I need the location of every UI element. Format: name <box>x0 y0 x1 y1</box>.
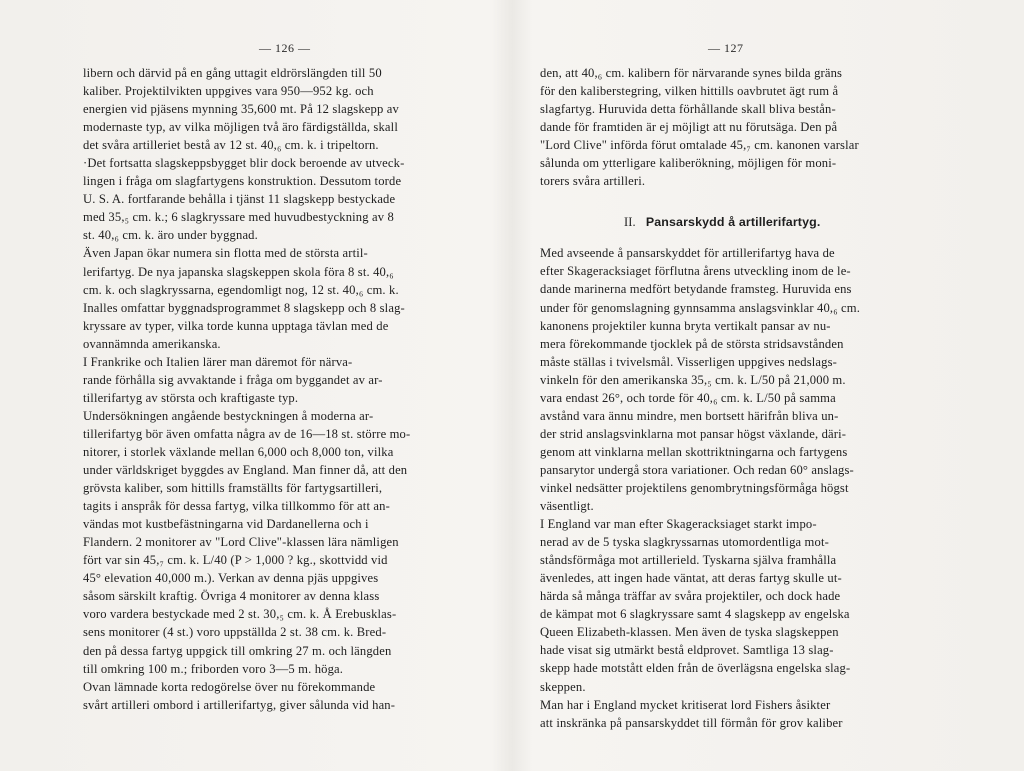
left-text-line: Även Japan ökar numera sin flotta med de största artil- <box>83 246 368 261</box>
left-text-line: sens monitorer (4 st.) voro uppställda 2 st. 38 cm. k. Bred- <box>83 625 387 640</box>
section-heading <box>540 213 946 231</box>
right-text-line: avstånd vara ännu mindre, men bortsett härifrån bliva un- <box>540 408 839 423</box>
right-text-line: kanonens projektiler kunna bryta vertikalt pansar av nu- <box>540 318 831 333</box>
right-text-line: dande marinerna medfört betydande framsteg. Huruvida ens <box>540 282 852 297</box>
left-text-line: tillerifartyg av största och kraftigaste typ. <box>83 390 299 405</box>
left-text-line: nitorer, i storlek växlande mellan 6,000 och 8,000 ton, vilka <box>83 444 394 459</box>
right-text-line: slagfartyg. Huruvida detta förhållande skall bliva bestån- <box>540 102 836 117</box>
right-text-line: de kämpat mot 6 slagkryssare samt 4 slagskepp av engelska <box>540 607 850 622</box>
right-text-before-heading <box>540 64 946 190</box>
left-text-line: det svåra artilleriet bestå av 12 st. 40,₆ cm. k. i tripeltorn. <box>83 138 379 153</box>
left-text-line: Ovan lämnade korta redogörelse över nu förekommande <box>83 679 376 694</box>
right-text-line: I England var man efter Skageracksiaget starkt impo- <box>540 517 817 532</box>
left-text-line: kryssare av typer, vilka torde kunna upptaga tävlan med de <box>83 318 389 333</box>
right-text-line: Med avseende å pansarskyddet för artillerifartyg hava de <box>540 246 835 261</box>
right-text-line: ståndsförmåga mot artillerield. Tyskarna själva framhålla <box>540 553 837 568</box>
right-text-column <box>540 64 946 732</box>
right-text-line: väsentligt. <box>540 499 594 514</box>
right-text-line: Man har i England mycket kritiserat lord Fishers åsikter <box>540 697 831 712</box>
page-number-left: — 126 — <box>259 41 311 55</box>
left-text-line: tagits i anspråk för dessa fartyg, vilka tillkommo för att an- <box>83 499 390 514</box>
right-text-line: skepp hade motstått elden från de överlägsna engelska slag- <box>540 661 851 676</box>
left-text-line: U. S. A. fortfarande behålla i tjänst 11 slagskepp bestyckade <box>83 192 396 207</box>
right-text-line: der strid anslagsvinklarna mot pansar högst växlande, däri- <box>540 426 847 441</box>
right-text-line: genom att vinklarna mellan skottriktningarna och fartygens <box>540 444 848 459</box>
right-text-line: sålunda om ytterligare kaliberökning, möjligen för moni- <box>540 156 837 171</box>
left-text-line: voro vardera bestyckade med 2 st. 30,₅ cm. k. Å Erebusklas- <box>83 607 397 622</box>
right-text-line: vara endast 26°, och torde för 40,₆ cm. k. L/50 på samma <box>540 390 836 405</box>
left-text-line: vändas mot kustbefästningarna vid Dardanellerna och i <box>83 517 369 532</box>
right-text-line: härda så många träffar av svåra projektiler, och dock hade <box>540 589 841 604</box>
left-text-line: energien vid pjäsens mynning 35,600 mt. På 12 slagskepp av <box>83 102 399 117</box>
right-text-line: måste ställas i tvivelsmål. Visserligen uppgives nedslags- <box>540 354 837 369</box>
left-text-column <box>83 64 493 714</box>
right-text-line: mera förekommande tjocklek på de största stridsavstånden <box>540 336 844 351</box>
page-number-right: — 127 <box>708 41 744 55</box>
right-text-line: ävenledes, att ingen hade väntat, att deras fartyg skulle ut- <box>540 571 842 586</box>
left-text-line: fört var sin 45,₇ cm. k. L/40 (P > 1,000 ? kg., skottvidd vid <box>83 553 388 568</box>
left-text-line: ovannämnda amerikanska. <box>83 336 221 351</box>
right-text-line: den, att 40,₆ cm. kalibern för närvarande synes bilda gräns <box>540 66 843 80</box>
section-heading-number: II. <box>624 215 636 230</box>
left-text-line: under världskriget byggdes av England. Man finner då, att den <box>83 463 408 478</box>
right-text-line: "Lord Clive" införda förut omtalade 45,₇ cm. kanonen varslar <box>540 138 859 153</box>
left-text-line: grövsta kaliber, som hittills framställts för fartygsartilleri, <box>83 481 383 496</box>
left-text-line: den på dessa fartyg uppgick till omkring 27 m. och längden <box>83 643 392 658</box>
right-text-line: nerad av de 5 tyska slagkryssarnas utomordentliga mot- <box>540 535 829 550</box>
right-text-line: att inskränka på pansarskyddet till förmån för grov kaliber <box>540 715 843 730</box>
left-text-line: modernaste typ, av vilka möjligen två äro färdigställda, skall <box>83 120 398 135</box>
right-text-line: pansarytor undergå stora variationer. Och redan 60° anslags- <box>540 462 854 477</box>
left-text-line: Flandern. 2 monitorer av "Lord Clive"-klassen lära nämligen <box>83 535 399 550</box>
right-text-line: efter Skageracksiaget förflutna årens utveckling inom de le- <box>540 264 851 279</box>
right-text-line: vinkeln för den amerikanska 35,₅ cm. k. L/50 på 21,000 m. <box>540 372 846 387</box>
left-text-line: libern och därvid på en gång uttagit eldrörslängden till 50 <box>83 66 382 80</box>
left-text-line: cm. k. och slagkryssarna, egendomligt nog, 12 st. 40,₆ cm. k. <box>83 282 399 297</box>
left-text-line: kaliber. Projektilvikten uppgives vara 950—952 kg. och <box>83 84 374 99</box>
section-heading-text: Pansarskydd å artillerifartyg. <box>645 215 821 230</box>
left-text-line: svårt artilleri ombord i artillerifartyg, giver sålunda vid han- <box>83 697 396 712</box>
left-text-line: med 35,₅ cm. k.; 6 slagkryssare med huvudbestyckning av 8 <box>83 210 394 225</box>
left-text-line: I Frankrike och Italien lärer man däremot för närva- <box>83 354 353 369</box>
right-text-line: hade visat sig utmärkt bestå eldprovet. Samtliga 13 slag- <box>540 643 834 658</box>
right-text-line: skeppen. <box>540 679 586 694</box>
left-text-line: st. 40,₆ cm. k. äro under byggnad. <box>83 228 258 243</box>
right-text-after-heading <box>540 244 946 731</box>
left-text-line: rande förhålla sig avvaktande i fråga om byggandet av ar- <box>83 372 383 387</box>
right-text-line: vinkel nedsätter projektilens genombrytningsförmåga högst <box>540 480 849 495</box>
left-text-line: lerifartyg. De nya japanska slagskeppen skola föra 8 st. 40,₆ <box>83 264 394 279</box>
right-text-line: Queen Elizabeth-klassen. Men även de tyska slagskeppen <box>540 625 839 640</box>
right-text-line: dande för framtiden är ej möjligt att nu förutsäga. Den på <box>540 120 838 135</box>
left-text-line: 45° elevation 40,000 m.). Verkan av denna pjäs uppgives <box>83 571 379 586</box>
right-text-line: torers svåra artilleri. <box>540 174 646 189</box>
left-text-line: tillerifartyg bör även omfatta några av de 16—18 st. större mo- <box>83 426 411 441</box>
left-text-line: Undersökningen angående bestyckningen å moderna ar- <box>83 408 374 423</box>
right-text-line: för den kaliberstegring, vilken hittills oavbrutet ägt rum å <box>540 84 839 99</box>
left-text-line: ·Det fortsatta slagskeppsbygget blir dock beroende av utveck- <box>83 156 405 171</box>
left-text-line: såsom särskilt kraftig. Övriga 4 monitorer av denna klass <box>83 589 380 604</box>
left-text-line: till omkring 100 m.; friborden voro 3—5 m. höga. <box>83 661 344 676</box>
right-text-line: under för genomslagning gynnsamma anslagsvinklar 40,₆ cm. <box>540 300 861 315</box>
left-text-line: lingen i fråga om slagfartygens konstruktion. Dessutom torde <box>83 174 402 189</box>
left-text-line: Inalles omfattar byggnadsprogrammet 8 slagskepp och 8 slag- <box>83 300 405 315</box>
right-page <box>512 0 1024 771</box>
